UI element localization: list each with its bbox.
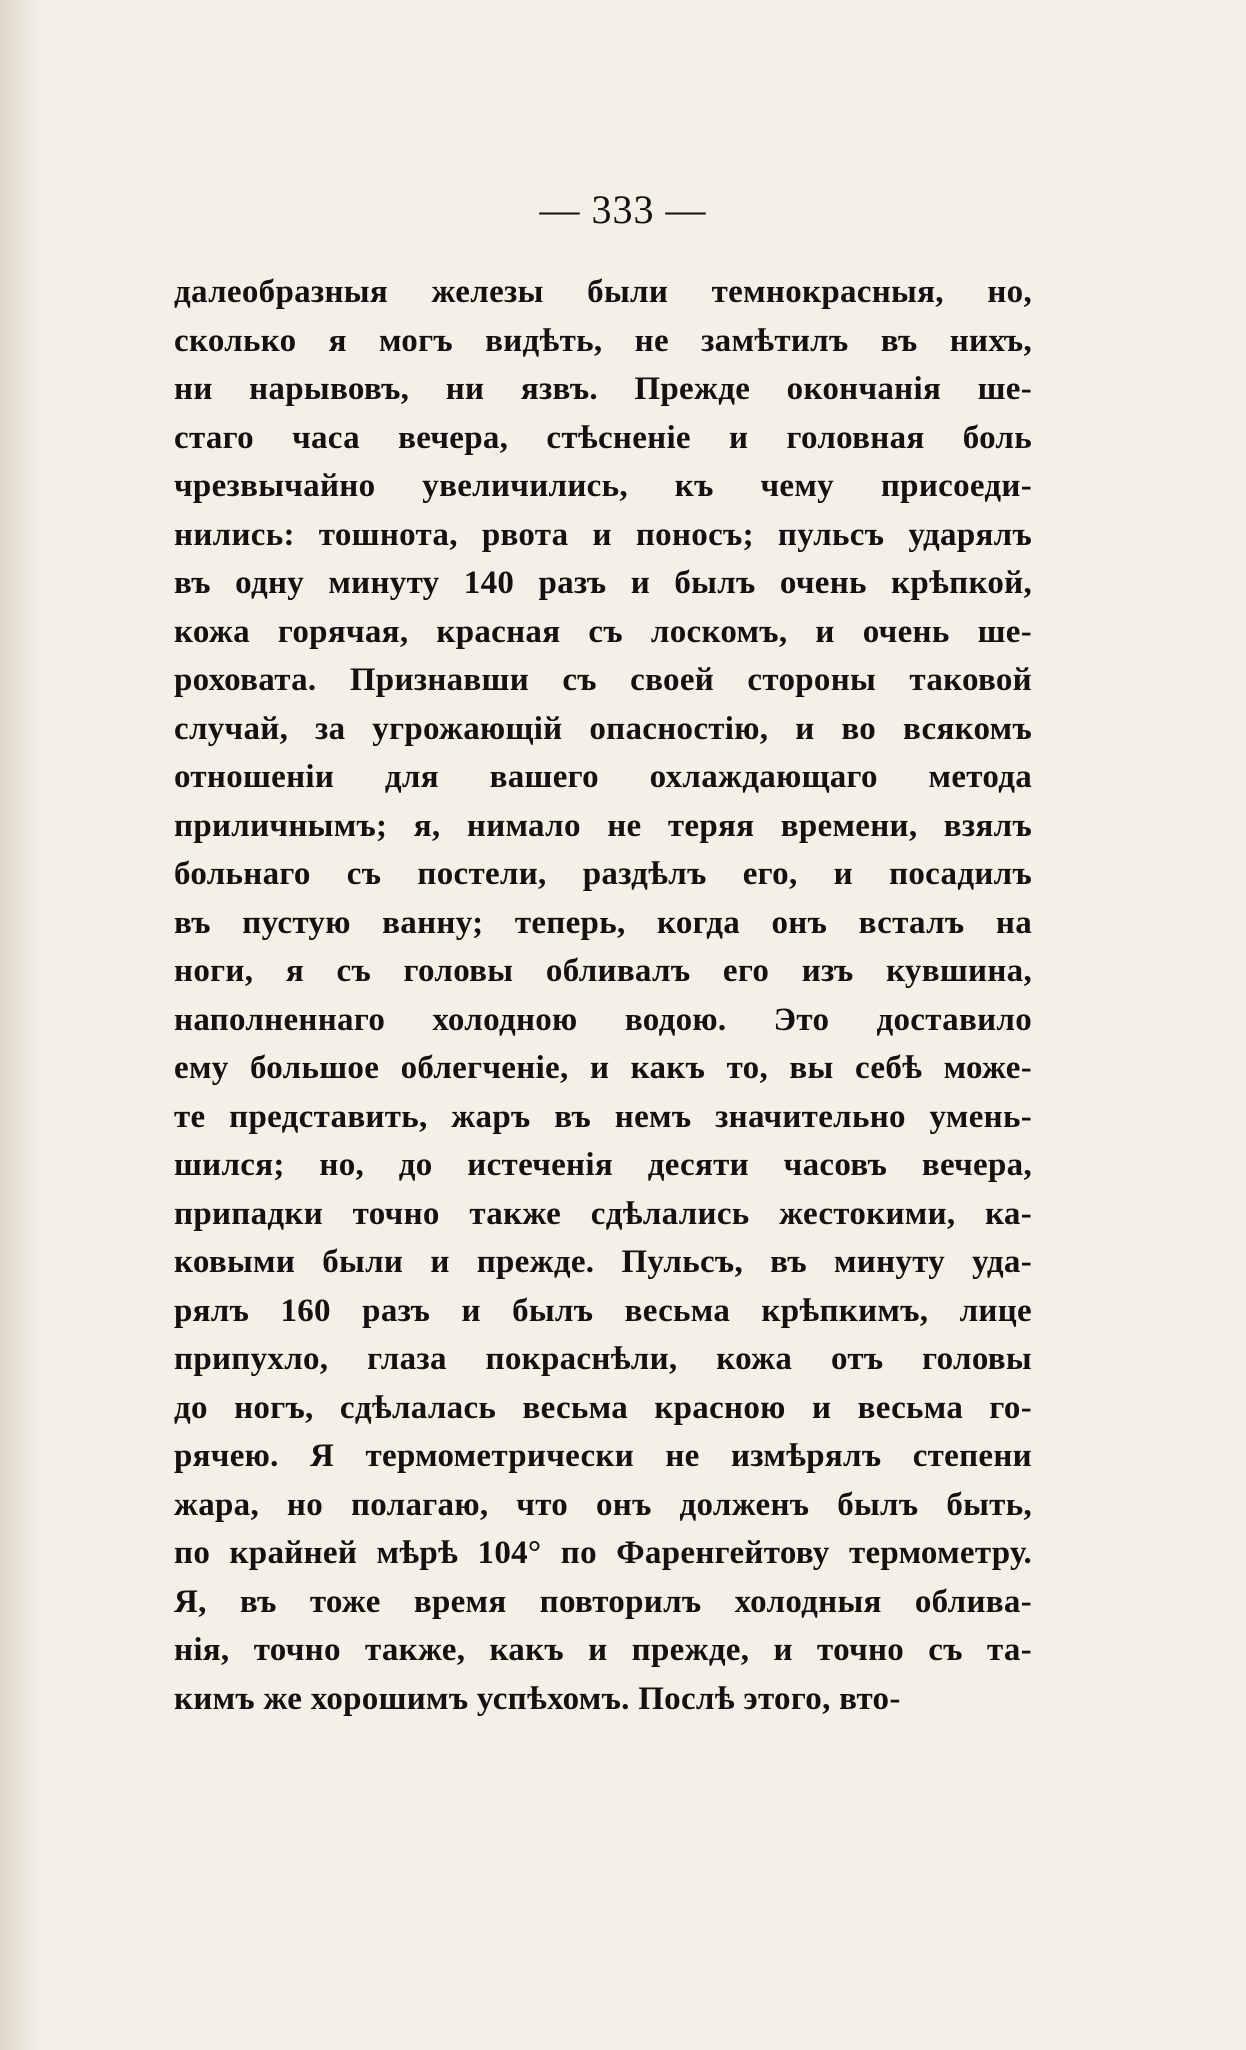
text-line: Я, въ тоже время повторилъ холодныя облива- [174, 1583, 1032, 1620]
text-line: нія, точно также, какъ и прежде, и точно съ та- [174, 1632, 1032, 1668]
text-line: нились: тошнота, рвота и поносъ; пульсъ ударялъ [174, 516, 1032, 553]
text-line: до ногъ, сдѣлалась весьма красною и весьма го- [174, 1389, 1032, 1426]
page-number: — 333 — [539, 187, 707, 232]
text-line: въ одну минуту 140 разъ и былъ очень крѣпкой, [174, 565, 1032, 601]
text-line: ни нарывовъ, ни язвъ. Прежде окончанія ше- [174, 371, 1032, 407]
text-line: въ пустую ванну; теперь, когда онъ всталъ на [174, 904, 1032, 941]
text-line: припухло, глаза покраснѣли, кожа отъ головы [174, 1341, 1032, 1377]
text-line: рячею. Я термометрически не измѣрялъ степени [174, 1438, 1032, 1474]
text-line: далеобразныя железы были темнокрасныя, но, [174, 274, 1032, 310]
text-line: случай, за угрожающій опасностію, и во всякомъ [174, 710, 1032, 747]
text-line: припадки точно также сдѣлались жестокими, ка- [174, 1195, 1032, 1232]
text-line: стаго часа вечера, стѣсненіе и головная боль [174, 419, 1032, 456]
text-line: чрезвычайно увеличились, къ чему присоеди- [174, 468, 1032, 504]
body-text [174, 268, 1032, 1723]
text-line: приличнымъ; я, нимало не теряя времени, взялъ [174, 807, 1032, 844]
text-line: кожа горячая, красная съ лоскомъ, и очень ше- [174, 613, 1032, 650]
text-line: ему большое облегченіе, и какъ то, вы себѣ може- [174, 1050, 1032, 1086]
text-line: больнаго съ постели, раздѣлъ его, и посадилъ [174, 856, 1032, 892]
text-line: рялъ 160 разъ и былъ весьма крѣпкимъ, лице [174, 1292, 1032, 1329]
text-line: шился; но, до истеченія десяти часовъ вечера, [174, 1147, 1032, 1183]
text-line: ковыми были и прежде. Пульсъ, въ минуту уда- [174, 1244, 1032, 1280]
text-line: жара, но полагаю, что онъ долженъ былъ быть, [174, 1486, 1032, 1523]
text-line: наполненнаго холодною водою. Это доставило [174, 1001, 1032, 1038]
text-line: отношеніи для вашего охлаждающаго метода [174, 759, 1032, 795]
text-line: роховата. Признавши съ своей стороны таковой [174, 662, 1032, 698]
text-line: кимъ же хорошимъ успѣхомъ. Послѣ этого, вто- [174, 1680, 901, 1717]
text-line: сколько я могъ видѣть, не замѣтилъ въ нихъ, [174, 322, 1032, 359]
text-line: ноги, я съ головы обливалъ его изъ кувшина, [174, 953, 1032, 989]
text-line: те представить, жаръ въ немъ значительно умень- [174, 1098, 1032, 1135]
text-line: по крайней мѣрѣ 104° по Фаренгейтову термометру. [174, 1535, 1032, 1571]
